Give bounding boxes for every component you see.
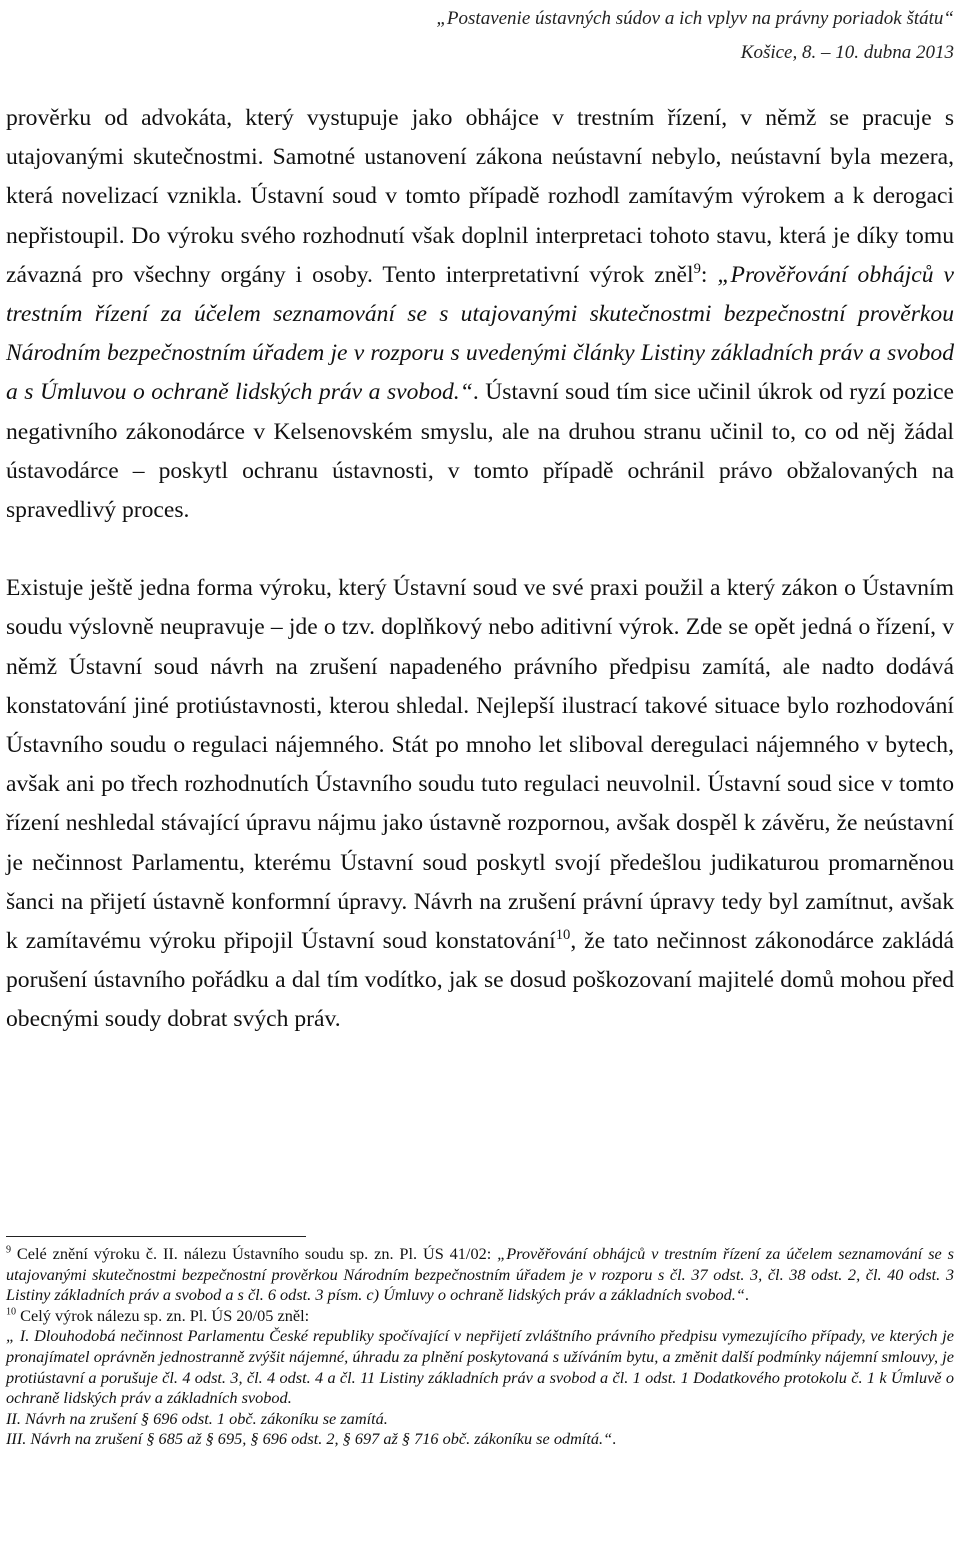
footnotes (6, 1244, 954, 1450)
footnote-number: 9 (6, 1244, 12, 1256)
footnote-quote: III. Návrh na zrušení § 685 až § 695, § 696 odst. 2, § 697 až § 716 obč. zákoníku se odmítá.“ (6, 1429, 613, 1449)
footnote-9 (6, 1244, 954, 1306)
footnote-quote: „ I. Dlouhodobá nečinnost Parlamentu České republiky spočívající v nepřijetí zvláštního právního předpisu vymezujícího případy, ve kterých je pronajímatel oprávněn jednostranně zvýšit nájemné, úhradu za plnění poskytovaná s užíváním bytu, a změnit další podmínky nájemní smlouvy, je protiústavní a porušuje čl. 4 odst. 3, čl. 4 odst. 4 a čl. 11 Listiny základních práv a svobod a čl. 1 odst. 1 Dodatkového protokolu č. 1 k Úmluvě o ochraně lidských práv a základních svobod. (6, 1326, 954, 1408)
paragraph-text: Existuje ještě jedna forma výroku, který Ústavní soud ve své praxi použil a který zákon o Ústavním soudu výslovně neupravuje – jde o tzv. doplňkový nebo aditivní výrok. Zde se opět jedná o řízení, v němž Ústavní soud návrh na zrušení napadeného právního předpisu zamítá, ale nadto dodává konstatování jiné protiústavnosti, kterou shledal. Nejlepší ilustrací takové situace bylo rozhodování Ústavního soudu o regulaci nájemného. Stát po mnoho let sliboval deregulaci nájemného v bytech, avšak ani po třech rozhodnutích Ústavního soudu tuto regulaci neuvolnil. Ústavní soud sice v tomto řízení neshledal stávající úpravu nájmu jako ústavně rozpornou, avšak dospěl k závěru, že neústavní je nečinnost Parlamentu, kterému Ústavní soud poskytl svojí předešlou judikaturou promarněnou šanci na přijetí ústavně konformní úpravy. Návrh na zrušení právní úpravy tedy byl zamítnut, avšak k zamítavému výroku připojil Ústavní soud konstatování (6, 575, 954, 955)
footnote-text: Celé znění výroku č. II. nálezu Ústavního soudu sp. zn. Pl. ÚS 41/02: (11, 1244, 498, 1263)
footnote-quote: II. Návrh na zrušení § 696 odst. 1 obč. zákoníku se zamítá. (6, 1408, 388, 1428)
quoted-verdict: „Prověřování obhájců v trestním řízení za účelem seznamování se s utajovanými skutečnostmi bezpečnostní prověrkou Národním bezpečnostním úřadem je v rozporu s uvedenými články Listiny základních práv a svobod a s Úmluvou o ochraně lidských práv a svobod.“ (6, 261, 954, 406)
footnote-ref-9[interactable]: 9 (693, 260, 701, 277)
footnote-text: . (612, 1429, 617, 1449)
footnote-number: 10 (6, 1306, 17, 1318)
paragraph (6, 569, 954, 1039)
footnote-quote: „Prověřování obhájců v trestním řízení za účelem seznamování se s utajovanými skutečnostmi bezpečnostní prověrkou Národním bezpečnostním úřadem je v rozporu s čl. 37 odst. 3, čl. 38 odst. 2, čl. 40 odst. 3 Listiny základních práv a svobod a s čl. 6 odst. 3 písm. c) Úmluvy o ochraně lidských práv a základních svobod.“ (6, 1244, 954, 1305)
footnote-ref-10[interactable]: 10 (555, 927, 571, 944)
running-header (436, 2, 954, 70)
paragraph-text: : (700, 261, 718, 288)
footnote-10-item-1 (6, 1326, 954, 1408)
paragraph-text: , že tato nečinnost zákonodárce zakládá porušení ústavního pořádku a dal tím vodítko, jak se dosud poškozovaní majitelé domů mohou před obecnými soudy dobrat svých práv. (6, 928, 954, 1033)
footnote-text: Celý výrok nálezu sp. zn. Pl. ÚS 20/05 zněl: (16, 1305, 310, 1325)
header-place-date: Košice, 8. – 10. dubna 2013 (740, 42, 954, 63)
footnote-10-item-3 (6, 1429, 954, 1450)
footnote-10-item-2 (6, 1409, 954, 1430)
paragraph-text: . Ústavní soud tím sice učinil úkrok od ryzí pozice negativního zákonodárce v Kelsenovském smyslu, ale na druhou stranu učinil to, co od něj žádal ústavodárce – poskytl ochranu ústavnosti, v tomto případě ochránil právo obžalovaných na spravedlivý proces. (6, 379, 954, 524)
footnote-separator (6, 1236, 306, 1237)
header-conference-title: „Postavenie ústavných súdov a ich vplyv na právny poriadok štátu“ (436, 8, 954, 29)
footnote-text: . (744, 1285, 749, 1305)
body-text (6, 99, 954, 1040)
footnote-10 (6, 1306, 954, 1327)
paragraph (6, 99, 954, 530)
paragraph-text: prověrku od advokáta, který vystupuje jako obhájce v trestním řízení, v němž se pracuje s utajovanými skutečnostmi. Samotné ustanovení zákona neústavní nebylo, neústavní byla mezera, která novelizací vznikla. Ústavní soud v tomto případě rozhodl zamítavým výrokem a k derogaci nepřistoupil. Do výroku svého rozhodnutí však doplnil interpretaci tohoto stavu, která je díky tomu závazná pro všechny orgány i osoby. Tento interpretativní výrok zněl (6, 105, 954, 288)
